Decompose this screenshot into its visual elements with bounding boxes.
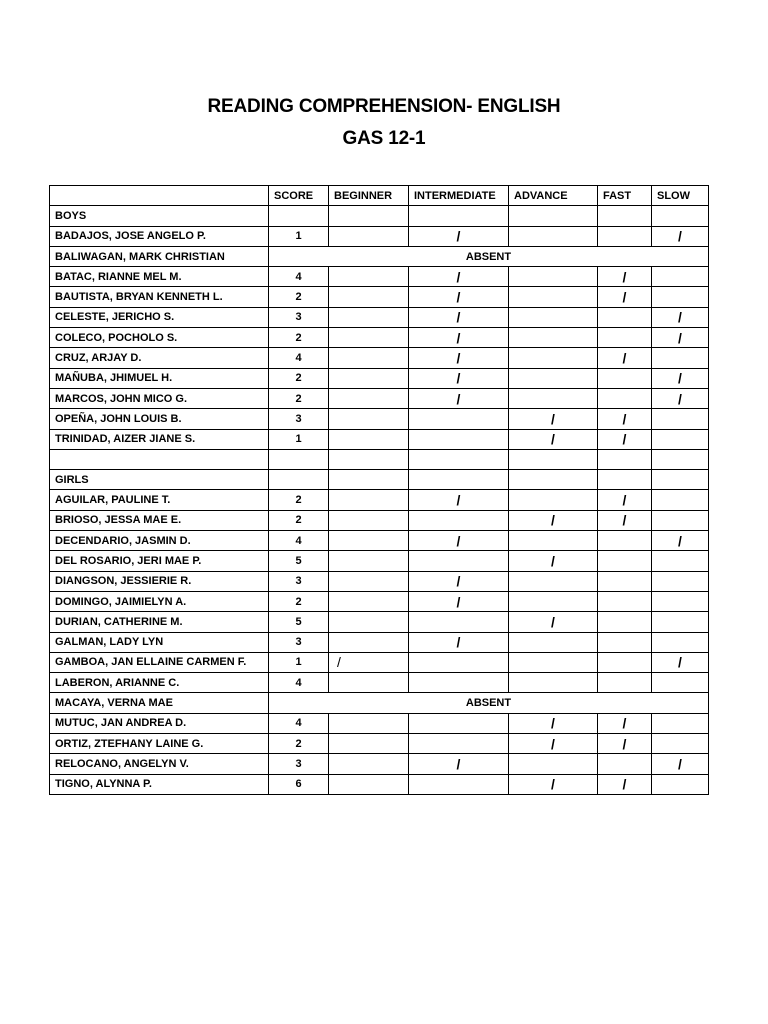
table-row [50,287,709,307]
fast-cell [598,754,652,774]
fast-cell [598,368,652,388]
advance-cell [509,591,598,611]
beginner-cell [329,713,409,733]
slow-cell [652,551,709,571]
table-row [50,206,709,226]
slow-check-mark: / [652,652,709,672]
score-cell: 2 [269,591,329,611]
fast-check-mark: / [598,734,652,754]
intermediate-check-mark: / [409,571,509,591]
fast-cell [598,388,652,408]
empty-cell [509,449,598,469]
intermediate-check-mark: / [409,388,509,408]
table-row [50,531,709,551]
fast-cell [598,571,652,591]
empty-cell [652,449,709,469]
advance-cell [509,348,598,368]
empty-cell [598,449,652,469]
empty-cell [409,206,509,226]
intermediate-check-mark: / [409,328,509,348]
student-name: GALMAN, LADY LYN [50,632,269,652]
slow-check-mark: / [652,388,709,408]
student-name: BATAC, RIANNE MEL M. [50,267,269,287]
advance-check-mark: / [509,713,598,733]
slow-cell [652,510,709,530]
slow-cell [652,348,709,368]
fast-cell [598,226,652,246]
beginner-cell [329,368,409,388]
header-slow: SLOW [652,186,709,206]
intermediate-cell [409,713,509,733]
advance-check-mark: / [509,510,598,530]
score-cell: 6 [269,774,329,794]
reading-results-table [49,185,709,795]
fast-check-mark: / [598,287,652,307]
fast-cell [598,591,652,611]
student-name: DOMINGO, JAIMIELYN A. [50,591,269,611]
empty-cell [509,206,598,226]
score-cell: 3 [269,307,329,327]
slow-cell [652,267,709,287]
fast-cell [598,328,652,348]
advance-check-mark: / [509,774,598,794]
score-cell: 2 [269,287,329,307]
student-name: DEL ROSARIO, JERI MAE P. [50,551,269,571]
intermediate-check-mark: / [409,226,509,246]
advance-check-mark: / [509,409,598,429]
empty-cell [329,449,409,469]
beginner-cell [329,490,409,510]
advance-cell [509,368,598,388]
fast-cell [598,632,652,652]
empty-cell [598,206,652,226]
table-row [50,673,709,693]
student-name: BADAJOS, JOSE ANGELO P. [50,226,269,246]
intermediate-cell [409,429,509,449]
beginner-cell [329,632,409,652]
score-cell: 4 [269,267,329,287]
advance-cell [509,267,598,287]
table-row [50,409,709,429]
table-row [50,449,709,469]
student-name: BAUTISTA, BRYAN KENNETH L. [50,287,269,307]
student-name: DECENDARIO, JASMIN D. [50,531,269,551]
intermediate-cell [409,652,509,672]
intermediate-cell [409,551,509,571]
slow-cell [652,490,709,510]
student-name: LABERON, ARIANNE C. [50,673,269,693]
table-row [50,652,709,672]
empty-cell [329,470,409,490]
intermediate-check-mark: / [409,267,509,287]
beginner-cell [329,409,409,429]
advance-check-mark: / [509,429,598,449]
student-name: MAÑUBA, JHIMUEL H. [50,368,269,388]
beginner-cell [329,267,409,287]
intermediate-check-mark: / [409,531,509,551]
student-name: AGUILAR, PAULINE T. [50,490,269,510]
beginner-cell [329,591,409,611]
score-cell: 5 [269,612,329,632]
table-row [50,368,709,388]
intermediate-check-mark: / [409,368,509,388]
table-row [50,551,709,571]
score-cell: 1 [269,429,329,449]
header-fast: FAST [598,186,652,206]
table-body [50,206,709,795]
beginner-cell [329,531,409,551]
score-cell: 3 [269,571,329,591]
student-name: DIANGSON, JESSIERIE R. [50,571,269,591]
student-name: MACAYA, VERNA MAE [50,693,269,713]
beginner-cell [329,551,409,571]
student-name: MARCOS, JOHN MICO G. [50,388,269,408]
student-name: RELOCANO, ANGELYN V. [50,754,269,774]
header-score: SCORE [269,186,329,206]
table-row [50,510,709,530]
score-cell: 1 [269,652,329,672]
table-row [50,470,709,490]
table-row [50,226,709,246]
student-name: BALIWAGAN, MARK CHRISTIAN [50,246,269,266]
slow-cell [652,673,709,693]
slow-check-mark: / [652,328,709,348]
advance-cell [509,673,598,693]
table-row [50,734,709,754]
intermediate-cell [409,510,509,530]
slow-cell [652,429,709,449]
beginner-cell [329,226,409,246]
table-row [50,632,709,652]
empty-cell [409,470,509,490]
fast-check-mark: / [598,348,652,368]
header-beginner: BEGINNER [329,186,409,206]
empty-cell [652,470,709,490]
advance-cell [509,287,598,307]
beginner-cell [329,754,409,774]
header-intermediate: INTERMEDIATE [409,186,509,206]
score-cell: 2 [269,510,329,530]
beginner-cell [329,673,409,693]
intermediate-cell [409,612,509,632]
table-row [50,307,709,327]
empty-cell [598,470,652,490]
slow-cell [652,713,709,733]
score-cell: 3 [269,754,329,774]
score-cell: 2 [269,328,329,348]
score-cell: 2 [269,490,329,510]
slow-check-mark: / [652,226,709,246]
advance-cell [509,307,598,327]
table-header-row [50,186,709,206]
score-cell: 1 [269,226,329,246]
beginner-cell [329,734,409,754]
beginner-cell [329,774,409,794]
score-cell: 2 [269,368,329,388]
beginner-cell [329,612,409,632]
advance-cell [509,490,598,510]
slow-check-mark: / [652,531,709,551]
table-row [50,754,709,774]
fast-cell [598,652,652,672]
advance-cell [509,632,598,652]
score-cell: 4 [269,673,329,693]
score-cell: 2 [269,388,329,408]
score-cell: 2 [269,734,329,754]
fast-check-mark: / [598,429,652,449]
score-cell: 4 [269,531,329,551]
fast-cell [598,551,652,571]
student-name: BRIOSO, JESSA MAE E. [50,510,269,530]
empty-cell [50,449,269,469]
fast-check-mark: / [598,267,652,287]
intermediate-check-mark: / [409,490,509,510]
empty-cell [269,206,329,226]
student-name: MUTUC, JAN ANDREA D. [50,713,269,733]
table-row [50,713,709,733]
beginner-cell [329,348,409,368]
slow-cell [652,571,709,591]
intermediate-cell [409,673,509,693]
advance-cell [509,388,598,408]
slow-cell [652,734,709,754]
table-row [50,328,709,348]
beginner-cell [329,510,409,530]
beginner-check-mark: / [329,652,409,672]
score-cell: 5 [269,551,329,571]
score-cell: 4 [269,713,329,733]
slow-check-mark: / [652,307,709,327]
student-name: TRINIDAD, AIZER JIANE S. [50,429,269,449]
table-row [50,591,709,611]
student-name: DURIAN, CATHERINE M. [50,612,269,632]
slow-cell [652,632,709,652]
score-cell: 3 [269,409,329,429]
beginner-cell [329,287,409,307]
beginner-cell [329,571,409,591]
table-row [50,490,709,510]
fast-check-mark: / [598,490,652,510]
fast-cell [598,612,652,632]
slow-check-mark: / [652,754,709,774]
slow-check-mark: / [652,368,709,388]
header-advance: ADVANCE [509,186,598,206]
advance-cell [509,328,598,348]
page-subtitle: GAS 12-1 [342,128,426,149]
empty-cell [269,470,329,490]
advance-check-mark: / [509,612,598,632]
fast-check-mark: / [598,713,652,733]
empty-cell [269,449,329,469]
fast-cell [598,673,652,693]
table-row [50,348,709,368]
slow-cell [652,591,709,611]
intermediate-check-mark: / [409,591,509,611]
intermediate-check-mark: / [409,754,509,774]
header-name [50,186,269,206]
fast-check-mark: / [598,409,652,429]
intermediate-cell [409,409,509,429]
table-row [50,246,709,266]
empty-cell [329,206,409,226]
slow-cell [652,409,709,429]
intermediate-check-mark: / [409,632,509,652]
advance-cell [509,652,598,672]
fast-check-mark: / [598,510,652,530]
absent-label: ABSENT [269,246,709,266]
slow-cell [652,612,709,632]
intermediate-check-mark: / [409,348,509,368]
empty-cell [652,206,709,226]
page-title: READING COMPREHENSION- ENGLISH [207,96,561,117]
table-row [50,267,709,287]
student-name: TIGNO, ALYNNA P. [50,774,269,794]
intermediate-cell [409,774,509,794]
student-name: COLECO, POCHOLO S. [50,328,269,348]
advance-cell [509,226,598,246]
fast-cell [598,307,652,327]
student-name: GAMBOA, JAN ELLAINE CARMEN F. [50,652,269,672]
beginner-cell [329,307,409,327]
section-label: GIRLS [50,470,269,490]
student-name: CRUZ, ARJAY D. [50,348,269,368]
advance-cell [509,571,598,591]
table-row [50,774,709,794]
advance-cell [509,531,598,551]
score-cell: 4 [269,348,329,368]
advance-check-mark: / [509,551,598,571]
student-name: ORTIZ, ZTEFHANY LAINE G. [50,734,269,754]
table-row [50,388,709,408]
advance-check-mark: / [509,734,598,754]
beginner-cell [329,328,409,348]
score-cell: 3 [269,632,329,652]
slow-cell [652,287,709,307]
empty-cell [409,449,509,469]
table-row [50,571,709,591]
intermediate-check-mark: / [409,307,509,327]
slow-cell [652,774,709,794]
table-row [50,612,709,632]
fast-check-mark: / [598,774,652,794]
advance-cell [509,754,598,774]
empty-cell [509,470,598,490]
section-label: BOYS [50,206,269,226]
beginner-cell [329,388,409,408]
absent-label: ABSENT [269,693,709,713]
student-name: OPEÑA, JOHN LOUIS B. [50,409,269,429]
intermediate-cell [409,734,509,754]
student-name: CELESTE, JERICHO S. [50,307,269,327]
beginner-cell [329,429,409,449]
table-row [50,429,709,449]
fast-cell [598,531,652,551]
intermediate-check-mark: / [409,287,509,307]
table-row [50,693,709,713]
